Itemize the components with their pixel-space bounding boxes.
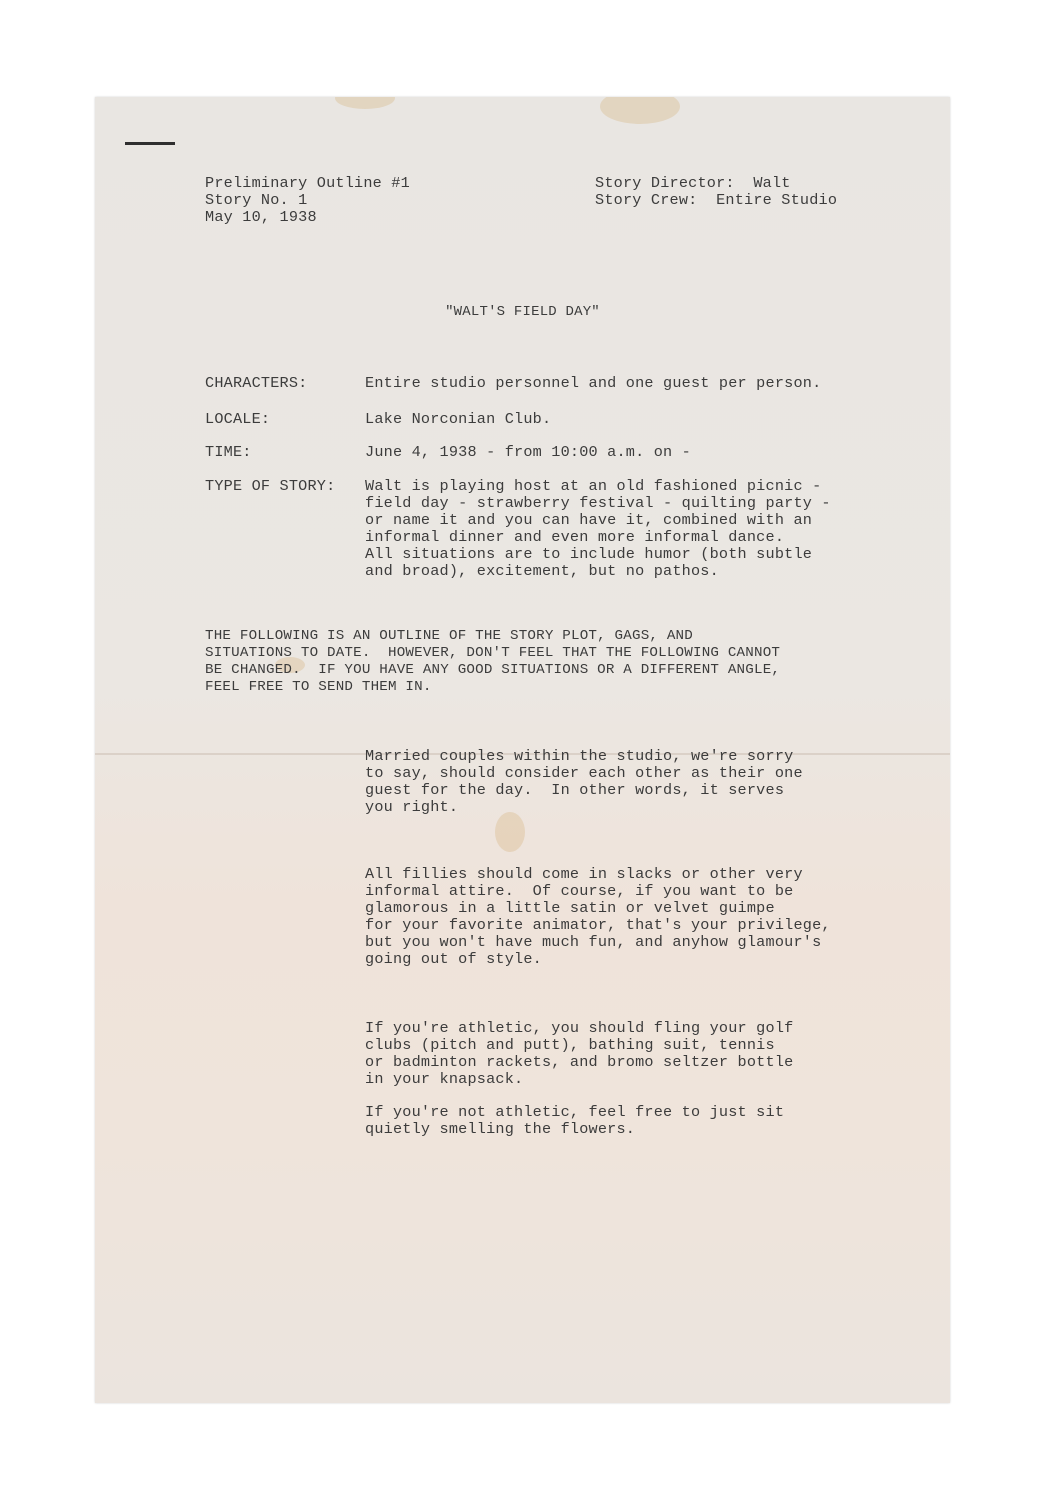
header-left: [205, 175, 410, 226]
time-label: TIME:: [205, 443, 252, 461]
notice-paragraph: THE FOLLOWING IS AN OUTLINE OF THE STORY PLOT, GAGS, AND SITUATIONS TO DATE. HOWEVER, DON'T FEEL THAT THE FOLLOWING CANNOT BE CHANGED. IF YOU HAVE ANY GOOD SITUATIONS OR A DIFFERENT ANGLE, FEEL FREE TO SEND THEM IN.: [205, 628, 781, 695]
paragraph-fillies: All fillies should come in slacks or other very informal attire. Of course, if you want to be glamorous in a little satin or velvet guimpe for your favorite animator, that's your privilege, but you won't have much fun, and anyhow glamour's going out of style.: [365, 865, 831, 968]
story-type-value: Walt is playing host at an old fashioned picnic - field day - strawberry festival - quilting party - or name it and you can have it, combined with an informal dinner and even more informal dance. All situations are to include humor (both subtle and broad), excitement, but no pathos.: [365, 477, 831, 580]
characters-label: CHARACTERS:: [205, 374, 308, 392]
locale-label: LOCALE:: [205, 410, 271, 428]
locale-value: Lake Norconian Club.: [365, 410, 552, 428]
paper-stain: [600, 97, 680, 124]
paragraph-married-couples: Married couples within the studio, we're sorry to say, should consider each other as their one guest for the day. In other words, it serves you right.: [365, 747, 803, 816]
outline-number: Preliminary Outline #1: [205, 174, 410, 192]
paper-stain: [495, 812, 525, 852]
header-right: [595, 175, 837, 209]
story-number: Story No. 1: [205, 191, 308, 209]
pen-mark: [125, 142, 175, 145]
time-value: June 4, 1938 - from 10:00 a.m. on -: [365, 443, 691, 461]
paper-stain: [335, 97, 395, 109]
paragraph-not-athletic: If you're not athletic, feel free to just sit quietly smelling the flowers.: [365, 1103, 785, 1138]
paragraph-athletic: If you're athletic, you should fling your golf clubs (pitch and putt), bathing suit, tennis or badminton rackets, and bromo seltzer bottle in your knapsack.: [365, 1019, 794, 1088]
characters-value: Entire studio personnel and one guest per person.: [365, 374, 822, 392]
story-director: Story Director: Walt: [595, 174, 791, 192]
story-crew: Story Crew: Entire Studio: [595, 191, 838, 209]
story-type-label: TYPE OF STORY:: [205, 477, 336, 495]
document-page: [95, 97, 950, 1403]
document-date: May 10, 1938: [205, 208, 317, 226]
document-title: "WALT'S FIELD DAY": [445, 304, 600, 320]
